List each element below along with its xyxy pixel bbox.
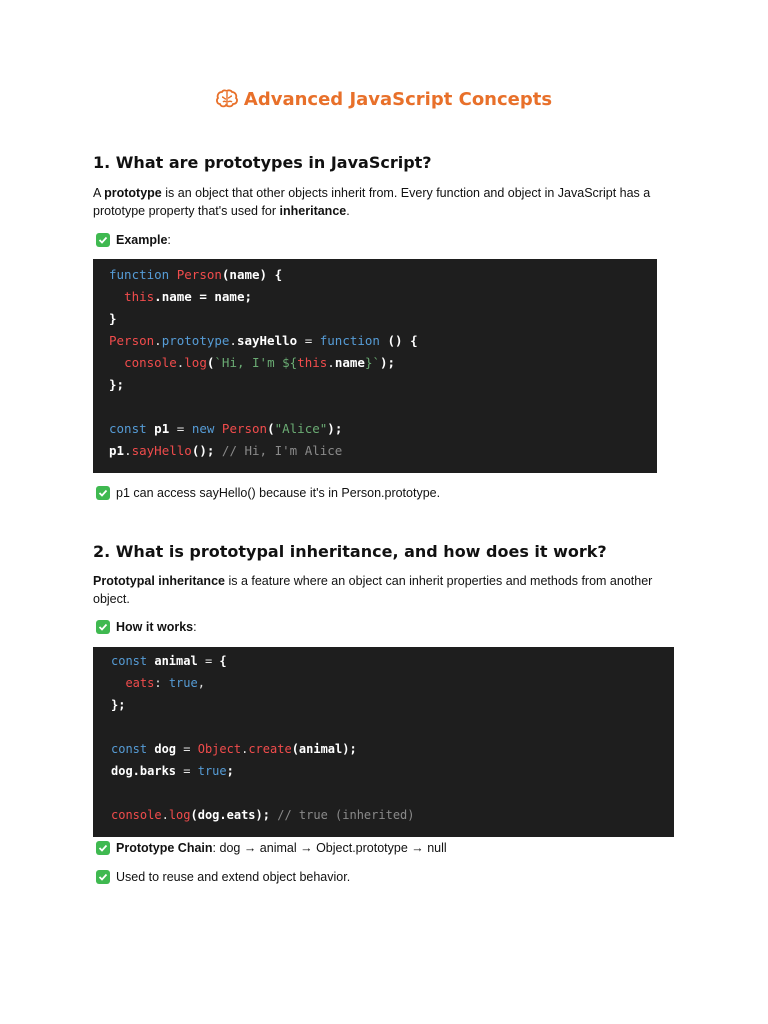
how-it-works-label: How it works bbox=[116, 620, 194, 634]
inheritance-term: inheritance bbox=[279, 204, 347, 218]
check-icon bbox=[96, 620, 110, 634]
code-line: eats: true, bbox=[125, 676, 205, 690]
sayhello-note: p1 can access sayHello() because it's in Person.prototype. bbox=[116, 486, 441, 500]
section2-heading: 2. What is prototypal inheritance, and how does it work? bbox=[93, 542, 607, 561]
code-line: dog.barks = true; bbox=[111, 764, 234, 778]
section1-paragraph bbox=[93, 184, 673, 220]
code-line: console.log(dog.eats); // true (inherited) bbox=[111, 808, 415, 822]
para-text: A bbox=[93, 186, 105, 200]
brain-icon bbox=[216, 89, 238, 114]
section1-heading: 1. What are prototypes in JavaScript? bbox=[93, 153, 432, 172]
code-line: Person.prototype.sayHello = function () { bbox=[109, 333, 418, 348]
code-line: this.name = name; bbox=[124, 289, 253, 304]
prototypal-inheritance-term: Prototypal inheritance bbox=[93, 574, 225, 588]
code-line: p1.sayHello(); // Hi, I'm Alice bbox=[109, 443, 343, 458]
sayhello-note-line bbox=[96, 485, 440, 501]
code-line: } bbox=[109, 311, 117, 326]
code-line: console.log(`Hi, I'm ${this.name}`); bbox=[124, 355, 396, 370]
code-line: }; bbox=[111, 698, 126, 712]
reuse-note: Used to reuse and extend object behavior. bbox=[116, 870, 351, 884]
check-icon bbox=[96, 841, 110, 855]
para-text: . bbox=[346, 204, 350, 218]
reuse-note-line bbox=[96, 869, 350, 885]
colon: : bbox=[193, 620, 197, 634]
code-line: function Person(name) { bbox=[109, 267, 283, 282]
code-line: const dog = Object.create(animal); bbox=[111, 742, 357, 756]
check-icon bbox=[96, 486, 110, 500]
para-text: is an object that other objects inherit from. Every function and object in JavaScript has a prototype property that's used for bbox=[93, 186, 651, 218]
code-block-inheritance bbox=[93, 647, 674, 837]
prototype-term: prototype bbox=[104, 186, 162, 200]
code-line: }; bbox=[109, 377, 125, 392]
prototype-chain-text: : dog → animal → Object.prototype → null bbox=[212, 841, 447, 855]
colon: : bbox=[167, 233, 171, 247]
code-line: const animal = { bbox=[111, 654, 227, 668]
para-text: is a feature where an object can inherit properties and methods from another object. bbox=[93, 574, 653, 606]
check-icon bbox=[96, 870, 110, 884]
example-label: Example bbox=[116, 233, 168, 247]
prototype-chain-label: Prototype Chain bbox=[116, 841, 213, 855]
example-label-line bbox=[96, 232, 171, 248]
code-line: const p1 = new Person("Alice"); bbox=[109, 421, 343, 436]
title-text: Advanced JavaScript Concepts bbox=[243, 89, 553, 110]
page-title bbox=[0, 89, 768, 114]
prototype-chain-line bbox=[96, 840, 447, 856]
check-icon bbox=[96, 233, 110, 247]
section2-paragraph bbox=[93, 572, 673, 608]
code-block-prototype bbox=[93, 259, 657, 473]
how-it-works-line bbox=[96, 619, 197, 635]
